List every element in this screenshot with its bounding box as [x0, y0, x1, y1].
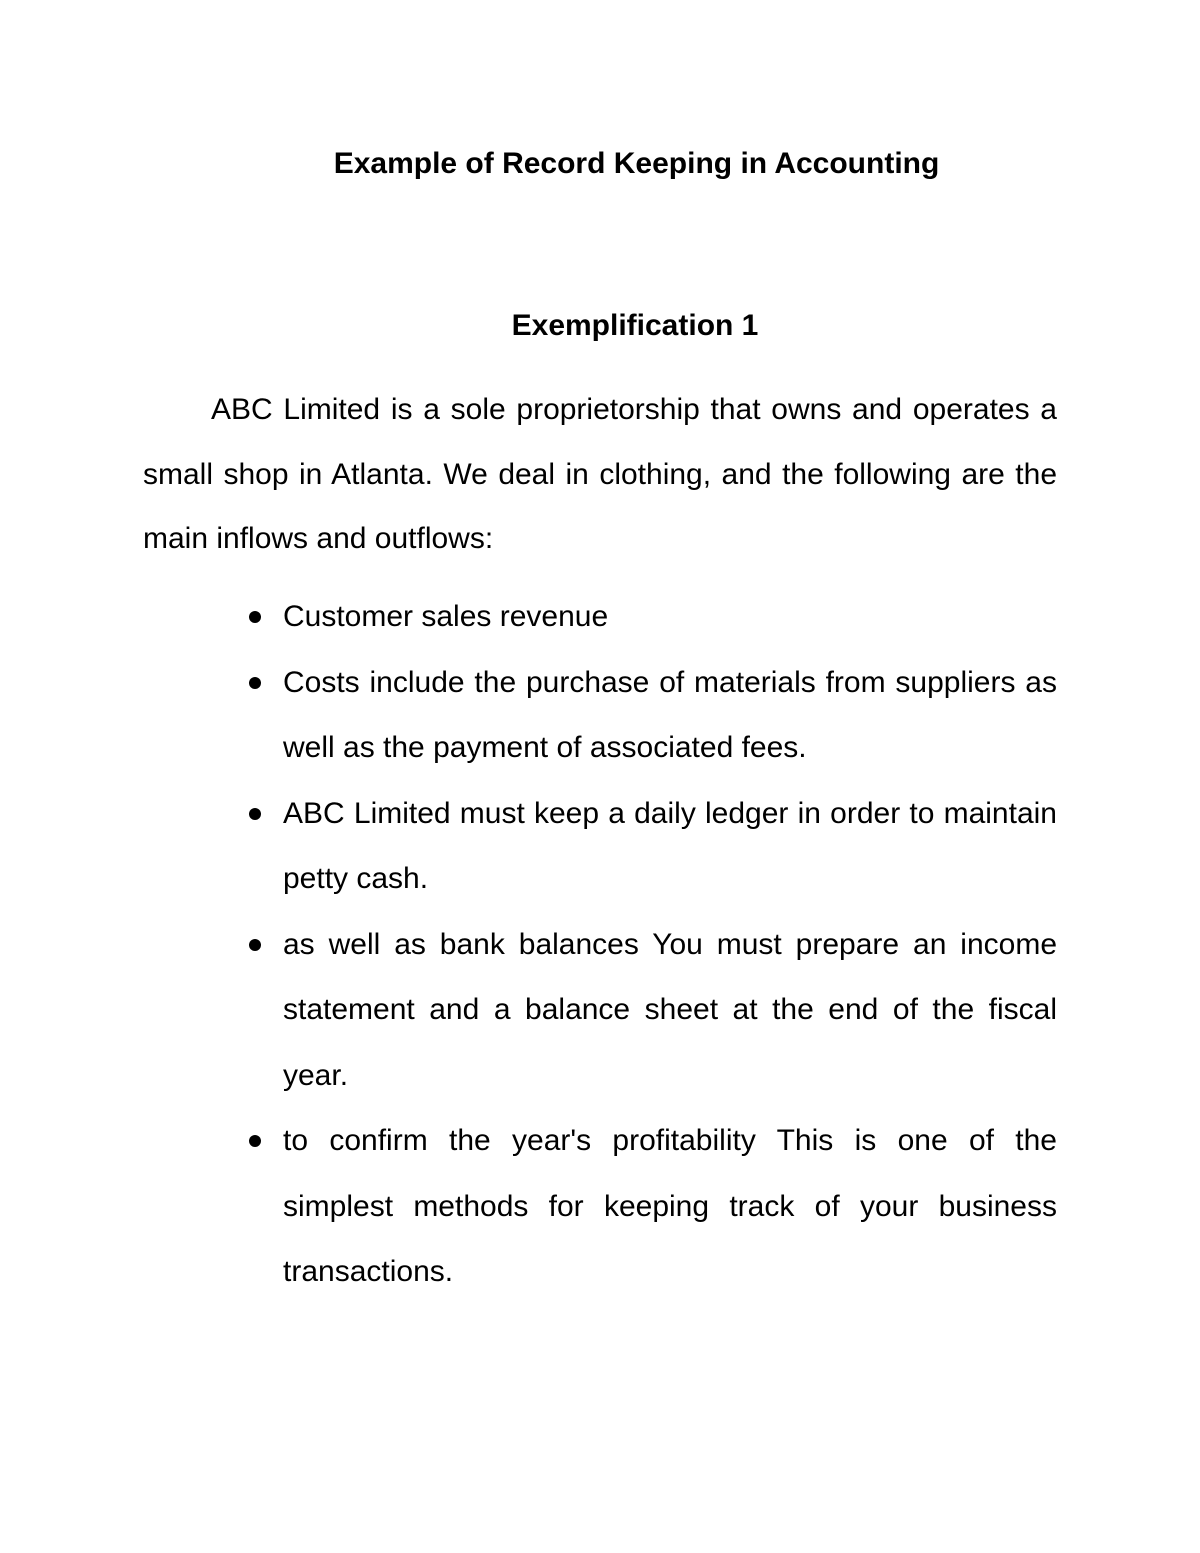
bullet-text: to confirm the year's profitability This is one of the simplest methods for keeping track of your business transactions. [283, 1124, 1057, 1288]
bullet-item [0, 584, 1057, 650]
bullet-text: Costs include the purchase of materials from suppliers as well as the payment of associated fees. [283, 665, 1057, 764]
bullet-icon [249, 808, 261, 820]
bullet-icon [249, 939, 261, 951]
bullet-item [0, 912, 1057, 1109]
bullet-item [0, 650, 1057, 781]
intro-paragraph: ABC Limited is a sole proprietorship that owns and operates a small shop in Atlanta. We deal in clothing, and the following are the main inflows and outflows: [143, 393, 1057, 555]
bullet-list [0, 584, 1200, 1305]
document-title: Example of Record Keeping in Accounting [333, 147, 940, 180]
bullet-icon [249, 1135, 261, 1147]
bullet-text: ABC Limited must keep a daily ledger in order to maintain petty cash. [283, 796, 1057, 895]
bullet-text: as well as bank balances You must prepare an income statement and a balance sheet at the end of the fiscal year. [283, 927, 1057, 1092]
bullet-text: Customer sales revenue [283, 600, 609, 633]
bullet-item [0, 781, 1057, 912]
bullet-icon [249, 611, 261, 623]
bullet-item [0, 1108, 1057, 1305]
bullet-icon [249, 677, 261, 689]
section-heading: Exemplification 1 [511, 309, 759, 342]
